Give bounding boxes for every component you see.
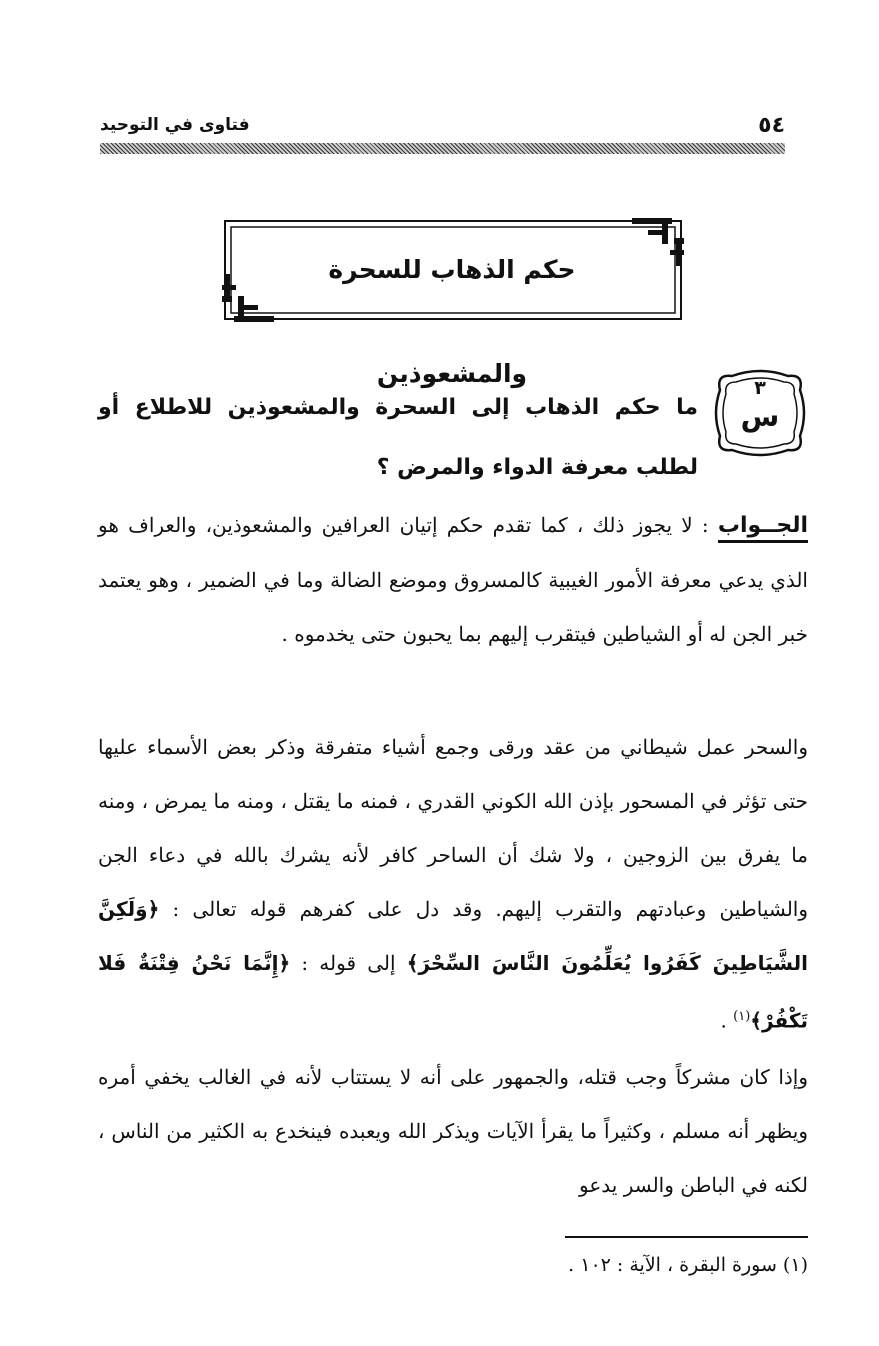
footnote: (١) سورة البقرة ، الآية : ١٠٢ . <box>568 1254 808 1276</box>
question-label: س <box>740 400 780 433</box>
answer-text-2c: . <box>720 1008 734 1033</box>
footnote-reference: (١) <box>733 1009 751 1024</box>
answer-label: الجــواب <box>718 513 808 543</box>
answer-paragraph-3: وإذا كان مشركاً وجب قتله، والجمهور على أنه لا يستتاب لأنه في الغالب يخفي أمره ويظهر أنه مسلم ، وكثيراً ما يقرأ الآيات ويذكر الله ويعبده فينخدع به الكثير من الناس ، لكنه في الباطن والسر يدعو <box>98 1065 808 1197</box>
answer-paragraph-2 <box>98 720 808 1048</box>
quran-verse-1: ﴿وَلَكِنَّ الشَّيَاطِينَ كَفَرُوا يُعَلِّمُونَ النَّاسَ السِّحْرَ﴾ <box>98 897 808 975</box>
running-header <box>100 108 785 142</box>
section-title-frame <box>222 218 684 388</box>
book-title: فتاوى في التوحيد <box>100 115 250 135</box>
question-badge <box>712 366 808 460</box>
answer-text-1: : لا يجوز ذلك ، كما تقدم حكم إتيان العرافين والمشعوذين، والعراف هو الذي يدعي معرفة الأمور الغيبية كالمسروق وموضع الضالة وما في الضمير ، وهو يعتمد خبر الجن له أو الشياطين فيتقرب إليهم بما يحبون حتى يخدموه . <box>98 513 808 646</box>
question-text: ما حكم الذهاب إلى السحرة والمشعوذين للاطلاع أو لطلب معرفة الدواء والمرض ؟ <box>98 395 698 480</box>
question-number: ٣ <box>754 377 766 399</box>
answer-paragraph-1 <box>98 498 808 661</box>
section-title: حكم الذهاب للسحرة والمشعوذين <box>328 255 576 388</box>
quran-verse-2: ﴿إِنَّمَا نَحْنُ فِتْنَةٌ فَلا تَكْفُرْ﴾ <box>98 951 808 1033</box>
answer-text-2b: إلى قوله : <box>290 951 407 975</box>
answer-text-2a: والسحر عمل شيطاني من عقد ورقى وجمع أشياء متفرقة وذكر بعض الأسماء عليها حتى تؤثر في المسحور بإذن الله الكوني القدري ، فمنه ما يقتل ، ومنه ما يمرض ، ومنه ما يفرق بين الزوجين ، ولا شك أن الساحر كافر لأنه يشرك بالله في دعاء الجن والشياطين وعبادتهم والتقرب إليهم. وقد دل على كفرهم قوله تعالى : <box>98 735 808 921</box>
header-rule <box>100 143 785 154</box>
footnote-rule <box>565 1236 808 1238</box>
page-number: ٥٤ <box>758 112 785 138</box>
